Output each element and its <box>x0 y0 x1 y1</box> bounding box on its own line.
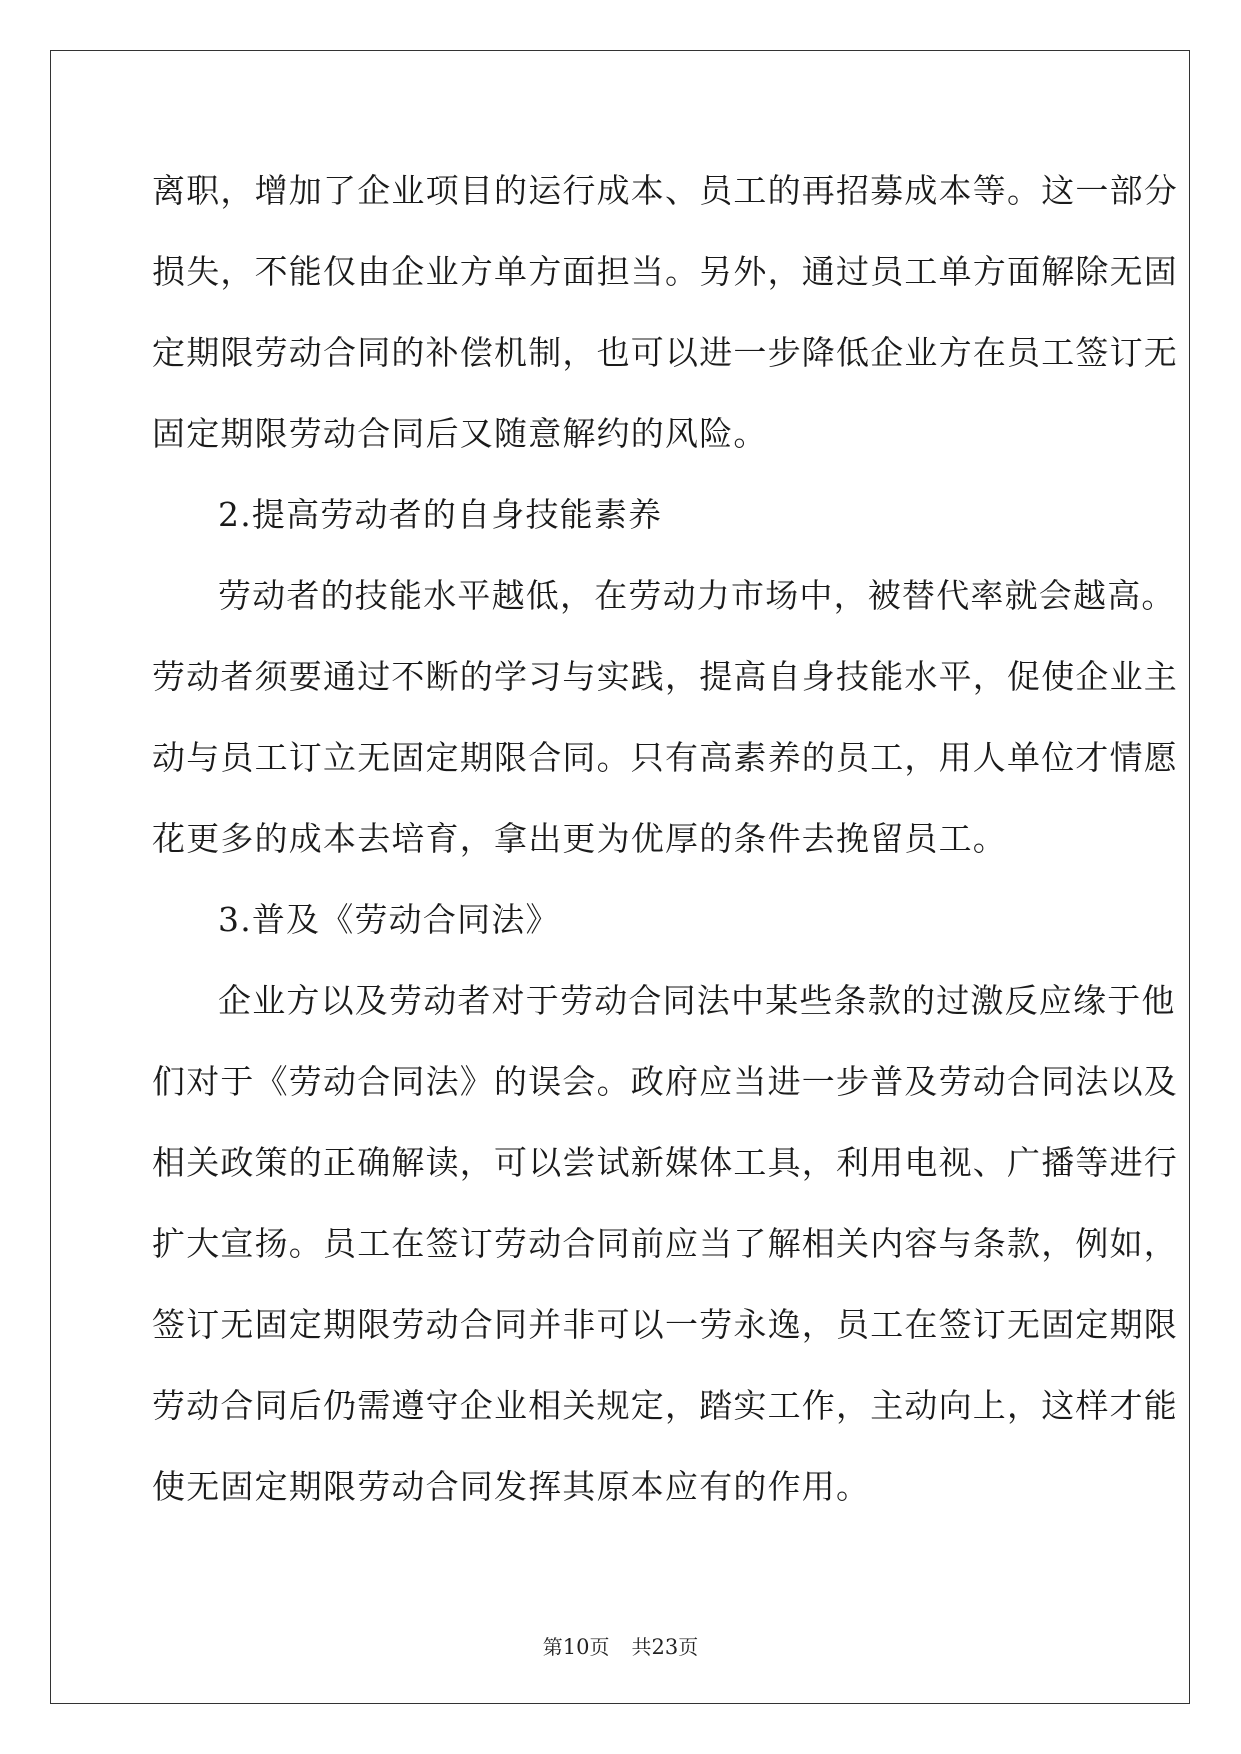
text-line: 相关政策的正确解读，可以尝试新媒体工具，利用电视、广播等进行 <box>152 1143 1178 1182</box>
text-line: 定期限劳动合同的补偿机制，也可以进一步降低企业方在员工签订无 <box>152 333 1178 372</box>
text-line: 扩大宣扬。员工在签订劳动合同前应当了解相关内容与条款，例如， <box>152 1224 1178 1263</box>
text-line: 动与员工订立无固定期限合同。只有高素养的员工，用人单位才情愿 <box>152 738 1178 777</box>
text-line: 离职，增加了企业项目的运行成本、员工的再招募成本等。这一部分 <box>152 171 1178 210</box>
total-prefix: 共 <box>631 1635 652 1659</box>
page-number: 10 <box>562 1635 590 1659</box>
text-line: 损失，不能仅由企业方单方面担当。另外，通过员工单方面解除无固 <box>152 252 1178 291</box>
paragraph-start-line: 企业方以及劳动者对于劳动合同法中某些条款的过激反应缘于他 <box>218 981 1176 1020</box>
text-line: 花更多的成本去培育，拿出更为优厚的条件去挽留员工。 <box>152 819 1007 858</box>
document-body <box>152 150 1178 1527</box>
text-line: 签订无固定期限劳动合同并非可以一劳永逸，员工在签订无固定期限 <box>152 1305 1178 1344</box>
text-line: 劳动合同后仍需遵守企业相关规定，踏实工作，主动向上，这样才能 <box>152 1386 1178 1425</box>
total-suffix: 页 <box>678 1635 699 1659</box>
text-line: 使无固定期限劳动合同发挥其原本应有的作用。 <box>152 1467 871 1506</box>
section-heading: 3.普及《劳动合同法》 <box>218 900 560 939</box>
text-line: 固定期限劳动合同后又随意解约的风险。 <box>152 414 768 453</box>
page-prefix: 第 <box>542 1635 563 1659</box>
page-suffix: 页 <box>589 1635 610 1659</box>
paragraph-start-line: 劳动者的技能水平越低，在劳动力市场中，被替代率就会越高。 <box>218 576 1176 615</box>
text-line: 们对于《劳动合同法》的误会。政府应当进一步普及劳动合同法以及 <box>152 1062 1178 1101</box>
total-pages: 23 <box>651 1635 679 1659</box>
page-footer <box>0 1631 1241 1660</box>
section-heading: 2.提高劳动者的自身技能素养 <box>218 495 663 534</box>
text-line: 劳动者须要通过不断的学习与实践，提高自身技能水平，促使企业主 <box>152 657 1178 696</box>
